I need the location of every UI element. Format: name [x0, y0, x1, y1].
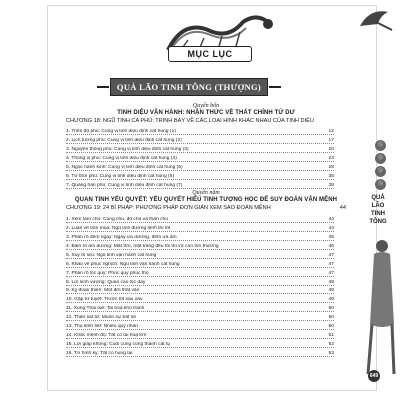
- chapter18-heading: CHƯƠNG 18: NGŨ TINH CA PHÚ: TRÌNH BÀY VỀ CÁC LOẠI HÌNH KHÁC NHAU CỦA TINH DIỆU: [66, 118, 314, 124]
- section5-title: QUAN TINH YẾU QUYẾT: YẾU QUYẾT HIỂU TINH TƯỢNG HỌC ĐỂ SUY ĐOÁN VẬN MỆNH: [74, 197, 338, 203]
- toc-entry[interactable]: 10. Gặp tử tuyệt: Trước tốt sau xấu 49: [66, 294, 334, 303]
- toc-entry[interactable]: 1. Triền độ phú: Cung vị tinh diệu định cát hung (1) 12: [66, 126, 334, 135]
- toc-entry[interactable]: 11. Xung Thái tuế: Tai hoạ khó tránh 50: [66, 303, 334, 312]
- toc-entry[interactable]: 2. Lịch tượng phú: Cung vị tinh diệu định cát hung (2) 17: [66, 135, 334, 144]
- toc-entry[interactable]: 4. Biện rõ ám dương: Mất trời, mặt trăng đều tối thì vợ con tổn thương 46: [66, 241, 334, 250]
- chapter19-heading: [66, 205, 346, 212]
- toc-entry[interactable]: 6. Tử thời phú: Cung vị tinh diệu định cát hung (6) 35: [66, 171, 334, 180]
- volume-banner: QUẢ LÃO TINH TÔNG (THƯỢNG): [110, 78, 268, 96]
- toc-entry[interactable]: 6. Khảo về phục nghịch: Ngũ tinh vận hành cát hung 47: [66, 259, 334, 268]
- toc-entry[interactable]: 4. Thông vị phú: Cung vị tinh diệu định cát hung (4) 23: [66, 153, 334, 162]
- section5-label: Quyển năm: [192, 190, 220, 196]
- toc-entry[interactable]: 15. Lợi giáp không: Cuối cùng công thành cát tụ 52: [66, 339, 334, 348]
- book-page: [48, 6, 376, 390]
- toc-entry[interactable]: 3. Nguyên thông phú: Cung vị tinh diệu định cát hung (3) 20: [66, 144, 334, 153]
- figure-illustration: [366, 234, 396, 384]
- toc-entry[interactable]: 14. Khắc mệnh độ: Tất có tai hoạ lớn 51: [66, 330, 334, 339]
- yin-yang-icon: Ⓢ: [375, 153, 386, 164]
- toc-entry[interactable]: 1. Xem tam chủ: Cung chủ, độ chủ và thân chủ 44: [66, 214, 334, 223]
- page-title: MỤC LỤC: [168, 46, 252, 62]
- chapter19-title: CHƯƠNG 19: 24 BÍ PHÁP: PHƯƠNG PHÁP ĐƠN GIẢN XEM SAO ĐOÁN MỆNH: [66, 205, 271, 211]
- toc-entry[interactable]: 2. Luận về bốn mùa: Ngũ tinh đương lệnh thì tốt 44: [66, 223, 334, 232]
- toc-entry[interactable]: 9. Kỵ đoạn thiên: Một đời thất vận 49: [66, 286, 334, 295]
- yin-yang-icon: Ⓢ: [375, 179, 386, 190]
- section4-label: Quyển bốn: [192, 103, 220, 109]
- section5-toc: [66, 214, 334, 357]
- toc-entry[interactable]: 13. Thụ lệnh tiết: Nhiều quý nhân 50: [66, 321, 334, 330]
- toc-entry[interactable]: 7. Quảng hàn phú: Cung vị tinh diệu định cát hung (7) 38: [66, 180, 334, 189]
- section4-toc: [66, 126, 334, 189]
- section4-title: TINH DIỆU VẬN HÀNH: NHẬN THỨC VỀ THẤT CHÍNH TỨ DƯ: [117, 110, 295, 116]
- side-decoration: [352, 4, 398, 388]
- page-number: 649: [368, 370, 380, 382]
- chapter19-page: 44: [339, 205, 346, 211]
- toc-entry[interactable]: 16. Tứ hình kỵ: Tất có hung tai 53: [66, 348, 334, 357]
- side-icons: [375, 140, 386, 190]
- toc-entry[interactable]: 5. Ngọc hành kinh: Cung vị tinh diệu định cát hung (5) 28: [66, 162, 334, 171]
- side-title: QUẢ LÃO TINH TÔNG: [369, 195, 387, 225]
- toc-entry[interactable]: 8. Lợi sinh vượng: Quan cao lộc dày 48: [66, 277, 334, 286]
- toc-entry[interactable]: 3. Phân rõ đêm ngày: Ngày ưa dương, đêm ưa âm 45: [66, 232, 334, 241]
- toc-entry[interactable]: 5. Suy tri lưu: Ngũ tinh vận hành cát hung 47: [66, 250, 334, 259]
- yin-yang-icon: Ⓢ: [375, 140, 386, 151]
- toc-entry[interactable]: 7. Phản rõ lộc quý: Phúc quý phúc thọ 47: [66, 268, 334, 277]
- toc-entry[interactable]: 12. Thân sát tử: Muôn sự bất lợi 50: [66, 312, 334, 321]
- yin-yang-icon: Ⓢ: [375, 166, 386, 177]
- bird-illustration: [358, 6, 394, 32]
